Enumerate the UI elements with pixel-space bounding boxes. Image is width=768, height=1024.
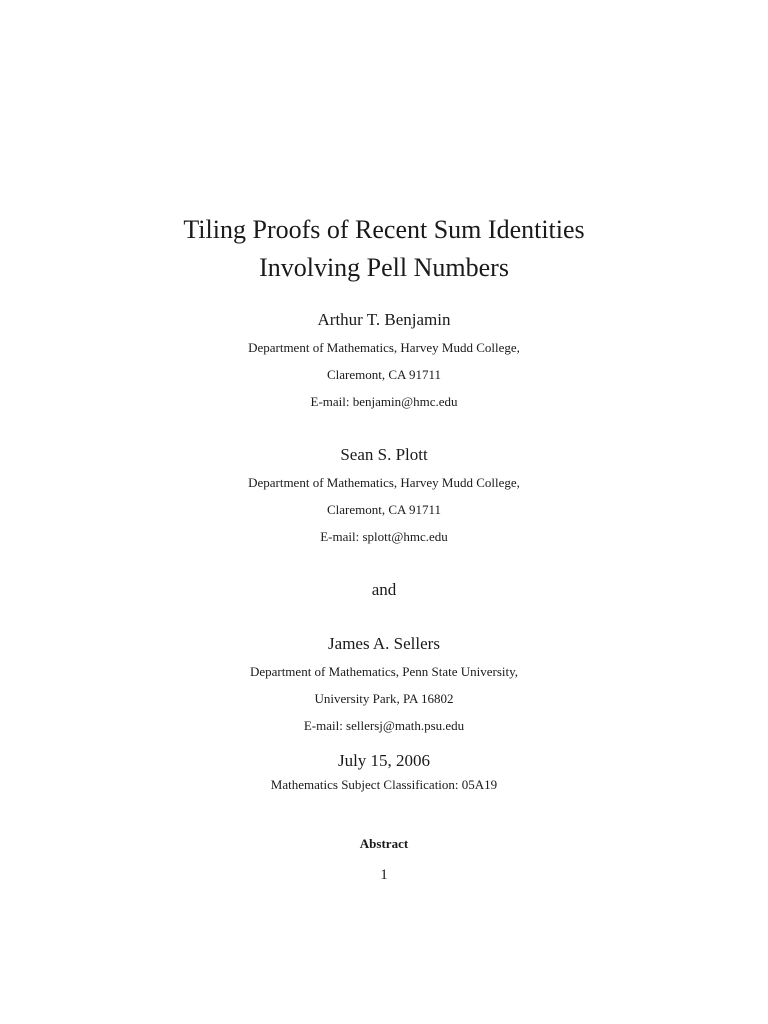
author-department-3: Department of Mathematics, Penn State University, xyxy=(249,664,519,679)
author-address-2: Claremont, CA 91711 xyxy=(327,502,441,517)
author-name-3: James A. Sellers xyxy=(328,634,440,653)
paper-date: July 15, 2006 xyxy=(337,751,431,770)
author-address-1: Claremont, CA 91711 xyxy=(327,367,441,382)
author-name-1: Arthur T. Benjamin xyxy=(317,310,451,329)
paper-title-line-1: Tiling Proofs of Recent Sum Identities xyxy=(183,215,585,244)
author-email-3: E-mail: sellersj@math.psu.edu xyxy=(303,718,465,733)
author-department-1: Department of Mathematics, Harvey Mudd College, xyxy=(248,340,520,355)
author-email-1: E-mail: benjamin@hmc.edu xyxy=(310,394,458,409)
page-number: 1 xyxy=(380,867,388,883)
abstract-heading: Abstract xyxy=(359,836,409,851)
author-conjunction: and xyxy=(371,580,397,599)
paper-title-line-2: Involving Pell Numbers xyxy=(259,253,509,282)
author-address-3: University Park, PA 16802 xyxy=(314,691,454,706)
subject-classification: Mathematics Subject Classification: 05A19 xyxy=(270,777,498,792)
author-name-2: Sean S. Plott xyxy=(340,445,428,464)
author-email-2: E-mail: splott@hmc.edu xyxy=(320,529,448,544)
author-department-2: Department of Mathematics, Harvey Mudd College, xyxy=(248,475,520,490)
